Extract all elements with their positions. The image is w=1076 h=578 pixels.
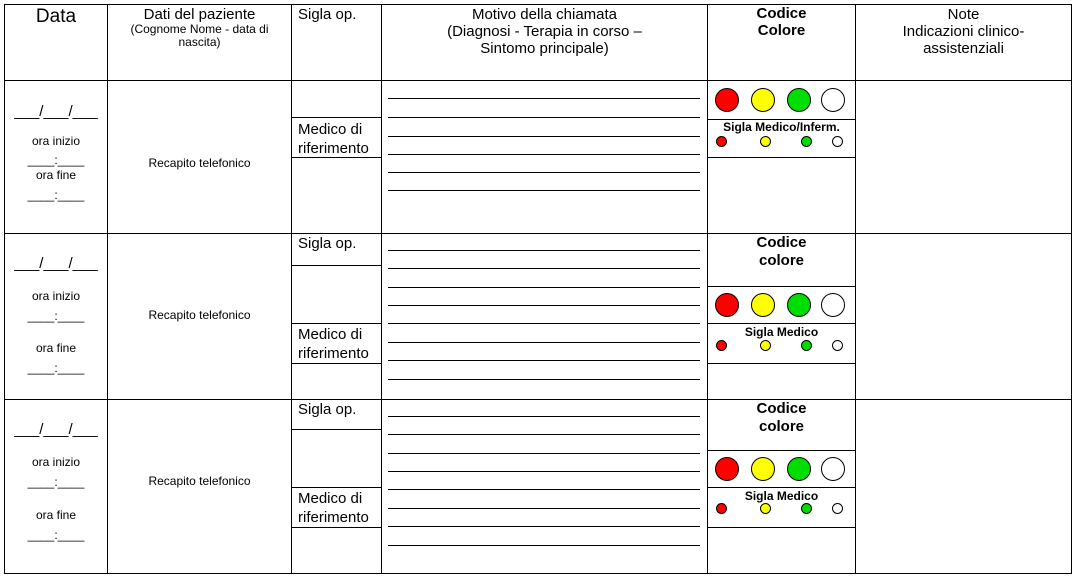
row1-white-dot[interactable] (832, 136, 843, 147)
row2-codice-line2: colore (758, 252, 804, 269)
row3-red-circle[interactable] (715, 457, 739, 481)
row2-sigla-line-1 (291, 265, 381, 266)
row1-recapito: Recapito telefonico (148, 156, 251, 170)
row3-ora-fine-label: ora fine (35, 508, 77, 522)
row3-green-dot[interactable] (801, 503, 812, 514)
header-codice-line1: Codice (756, 5, 807, 22)
row2-motivo-line[interactable] (388, 268, 700, 269)
row2-green-dot[interactable] (801, 340, 812, 351)
header-note-line1: Note (947, 6, 980, 23)
row3-recapito: Recapito telefonico (148, 474, 251, 488)
row2-yellow-dot[interactable] (760, 340, 771, 351)
row3-medico-label (298, 489, 369, 527)
row3-sigla-op: Sigla op. (298, 401, 357, 418)
header-note (856, 6, 1071, 57)
row3-motivo-line[interactable] (388, 434, 700, 435)
row1-red-circle[interactable] (715, 88, 739, 112)
row1-ora-inizio-label: ora inizio (31, 134, 81, 148)
col-divider-1 (107, 4, 108, 574)
row1-green-circle[interactable] (787, 88, 811, 112)
header-motivo (382, 6, 707, 57)
row2-red-circle[interactable] (715, 293, 739, 317)
row1-yellow-dot[interactable] (760, 136, 771, 147)
row3-motivo-line[interactable] (388, 508, 700, 509)
row3-date-field[interactable]: ___/___/___ (14, 421, 98, 438)
row3-time-start-field[interactable]: ____:____ (27, 475, 85, 489)
row2-ora-fine-label: ora fine (35, 341, 77, 355)
header-data: Data (35, 6, 77, 27)
row1-red-dot[interactable] (716, 136, 727, 147)
header-patient-sub: (Cognome Nome - data di nascita) (130, 22, 269, 49)
header-codice-line2: Colore (757, 22, 806, 39)
row1-yellow-circle[interactable] (751, 88, 775, 112)
header-motivo-line3: Sintomo principale) (480, 40, 609, 57)
row2-time-end-field[interactable]: ____:____ (27, 361, 85, 375)
row3-codice-line2: colore (758, 418, 804, 435)
row3-white-circle[interactable] (821, 457, 845, 481)
row1-time-start-field[interactable]: ____:____ (27, 153, 85, 167)
row3-codice-line1: Codice (756, 400, 807, 417)
row3-codice-label (708, 400, 855, 436)
row2-motivo-line[interactable] (388, 379, 700, 380)
row2-sigla-op: Sigla op. (298, 235, 357, 252)
row2-sigla-line-2 (291, 323, 381, 324)
row3-yellow-circle[interactable] (751, 457, 775, 481)
row2-medico-line2: riferimento (298, 345, 369, 362)
header-patient (108, 6, 291, 49)
row2-motivo-line[interactable] (388, 250, 700, 251)
row2-white-circle[interactable] (821, 293, 845, 317)
row3-green-circle[interactable] (787, 457, 811, 481)
row3-white-dot[interactable] (832, 503, 843, 514)
header-motivo-line1: Motivo della chiamata (471, 6, 618, 23)
row3-motivo-line[interactable] (388, 545, 700, 546)
row1-date-field[interactable]: ___/___/___ (14, 103, 98, 120)
row1-codice-line-2 (707, 157, 855, 158)
border-right (1071, 4, 1072, 574)
row1-sigla-medico-label: Sigla Medico/Inferm. (723, 120, 840, 134)
row3-sigla-line-3 (291, 527, 381, 528)
col-divider-5 (855, 4, 856, 574)
row2-time-start-field[interactable]: ____:____ (27, 309, 85, 323)
row3-motivo-line[interactable] (388, 453, 700, 454)
row3-sigla-line-2 (291, 487, 381, 488)
row1-sigla-line-1 (291, 117, 381, 118)
row1-medico-label (298, 120, 369, 158)
row3-medico-line2: riferimento (298, 509, 369, 526)
header-note-line3: assistenziali (923, 40, 1004, 57)
row1-motivo-line[interactable] (388, 172, 700, 173)
row3-medico-line1: Medico di (298, 490, 363, 507)
row2-recapito: Recapito telefonico (148, 308, 251, 322)
row2-motivo-line[interactable] (388, 342, 700, 343)
row2-ora-inizio-label: ora inizio (31, 289, 81, 303)
col-divider-3 (381, 4, 382, 574)
row1-white-circle[interactable] (821, 88, 845, 112)
row1-motivo-line[interactable] (388, 117, 700, 118)
row3-motivo-line[interactable] (388, 489, 700, 490)
header-patient-title: Dati del paziente (143, 6, 256, 23)
row3-time-end-field[interactable]: ____:____ (27, 528, 85, 542)
row3-sigla-line-1 (291, 429, 381, 430)
row2-sigla-medico-label: Sigla Medico (744, 325, 819, 339)
border-bottom (4, 573, 1072, 574)
row2-medico-line1: Medico di (298, 326, 363, 343)
row2-motivo-line[interactable] (388, 287, 700, 288)
row2-motivo-line[interactable] (388, 323, 700, 324)
row3-ora-inizio-label: ora inizio (31, 455, 81, 469)
row1-bottom-line (4, 233, 1072, 234)
row2-date-field[interactable]: ___/___/___ (14, 255, 98, 272)
col-divider-2 (291, 4, 292, 574)
row2-codice-line-2 (707, 323, 855, 324)
row1-ora-fine-label: ora fine (35, 168, 77, 182)
row2-white-dot[interactable] (832, 340, 843, 351)
row3-yellow-dot[interactable] (760, 503, 771, 514)
row1-motivo-line[interactable] (388, 136, 700, 137)
row2-codice-line1: Codice (756, 234, 807, 251)
row1-motivo-line[interactable] (388, 190, 700, 191)
row3-red-dot[interactable] (716, 503, 727, 514)
row2-medico-label (298, 325, 369, 363)
row2-bottom-line (4, 399, 1072, 400)
row1-time-end-field[interactable]: ____:____ (27, 188, 85, 202)
row1-medico-line1: Medico di (298, 121, 363, 138)
row2-codice-label (708, 234, 855, 270)
header-codice (708, 5, 855, 39)
row3-codice-line-3 (707, 527, 855, 528)
border-top (4, 4, 1072, 5)
row2-sigla-line-3 (291, 363, 381, 364)
header-motivo-line2: (Diagnosi - Terapia in corso – (447, 23, 642, 40)
row2-green-circle[interactable] (787, 293, 811, 317)
row3-sigla-medico-label: Sigla Medico (744, 489, 819, 503)
row1-medico-line2: riferimento (298, 140, 369, 157)
row2-motivo-line[interactable] (388, 360, 700, 361)
header-note-line2: Indicazioni clinico- (902, 23, 1025, 40)
row1-green-dot[interactable] (801, 136, 812, 147)
row3-motivo-line[interactable] (388, 416, 700, 417)
row3-motivo-line[interactable] (388, 471, 700, 472)
header-bottom-line (4, 80, 1072, 81)
row1-motivo-line[interactable] (388, 98, 700, 99)
row3-codice-line-2 (707, 487, 855, 488)
row2-motivo-line[interactable] (388, 305, 700, 306)
row2-codice-line-3 (707, 363, 855, 364)
row2-red-dot[interactable] (716, 340, 727, 351)
row3-motivo-line[interactable] (388, 526, 700, 527)
row1-motivo-line[interactable] (388, 154, 700, 155)
row3-codice-line-1 (707, 450, 855, 451)
row2-yellow-circle[interactable] (751, 293, 775, 317)
header-sigla-op: Sigla op. (298, 6, 357, 23)
row2-codice-line-1 (707, 286, 855, 287)
